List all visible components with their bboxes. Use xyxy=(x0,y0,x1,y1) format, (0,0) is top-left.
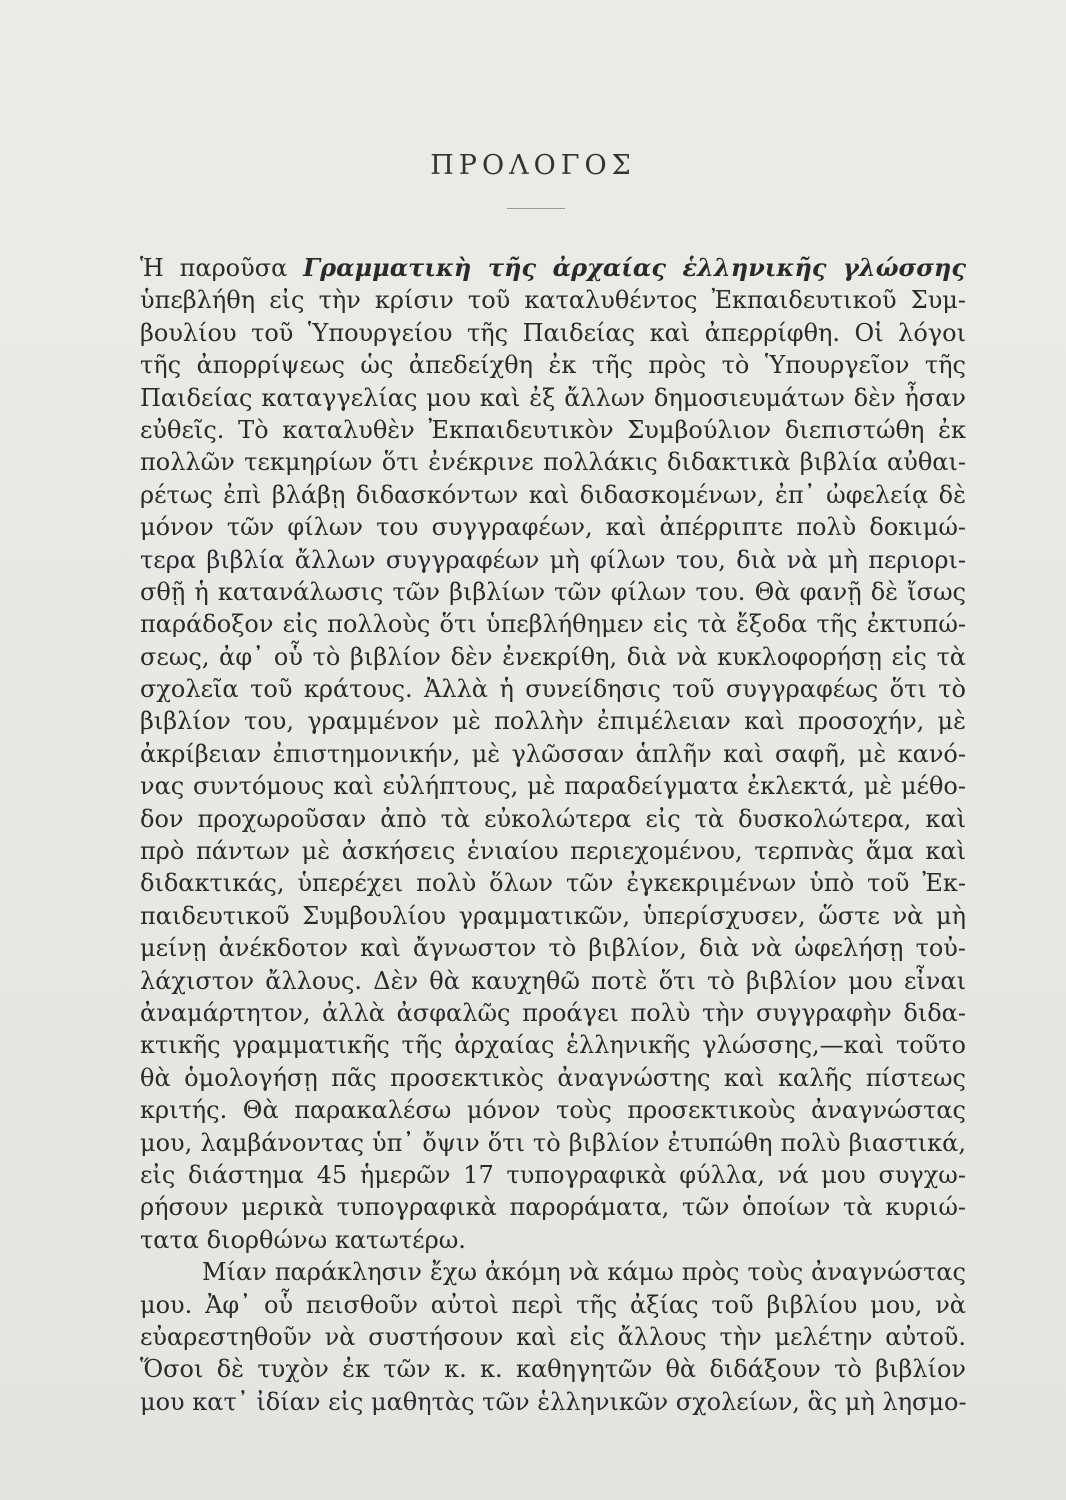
text-line: λάχιστον ἄλλους. Δὲν θὰ καυχηθῶ ποτὲ ὅτι τὸ βιβλίον μου εἶναι xyxy=(140,966,966,995)
text-line: τῆς ἀπορρίψεως ὡς ἀπεδείχθη ἐκ τῆς πρὸς τὸ Ὑπουργεῖον τῆς xyxy=(140,351,966,380)
text-line: βουλίου τοῦ Ὑπουργείου τῆς Παιδείας καὶ ἀπερρίφθη. Οἱ λόγοι xyxy=(140,318,966,347)
text-line: εὐαρεστηθοῦν νὰ συστήσουν καὶ εἰς ἄλλους τὴν μελέτην αὐτοῦ. xyxy=(140,1322,966,1351)
text-line: Ὅσοι δὲ τυχὸν ἐκ τῶν κ. κ. καθηγητῶν θὰ διδάξουν τὸ βιβλίον xyxy=(140,1355,966,1384)
text-line: Παιδείας καταγγελίας μου καὶ ἐξ ἄλλων δημοσιευμάτων δὲν ἦσαν xyxy=(140,383,966,412)
text-line: μου, λαμβάνοντας ὑπ᾽ ὄψιν ὅτι τὸ βιβλίον ἐτυπώθη πολὺ βιαστικά, xyxy=(140,1128,966,1157)
text-line: Μίαν παράκλησιν ἔχω ἀκόμη νὰ κάμω πρὸς τοὺς ἀναγνώστας xyxy=(202,1258,966,1287)
text-line: σθῇ ἡ κατανάλωσις τῶν βιβλίων τῶν φίλων του. Θὰ φανῇ δὲ ἴσως xyxy=(140,577,966,606)
text-line: εὐθεῖς. Τὸ καταλυθὲν Ἐκπαιδευτικὸν Συμβούλιον διεπιστώθη ἐκ xyxy=(140,415,966,444)
text-line: διδακτικάς, ὑπερέχει πολὺ ὅλων τῶν ἐγκεκριμένων ὑπὸ τοῦ Ἐκ- xyxy=(140,869,966,898)
title-divider xyxy=(507,208,565,209)
text-line: μείνῃ ἀνέκδοτον καὶ ἄγνωστον τὸ βιβλίον, διὰ νὰ ὠφελήσῃ τοὐ- xyxy=(140,934,966,963)
text-line: κριτής. Θὰ παρακαλέσω μόνον τοὺς προσεκτικοὺς ἀναγνώστας xyxy=(140,1096,966,1125)
body-text xyxy=(140,252,966,1418)
text-line: τερα βιβλία ἄλλων συγγραφέων μὴ φίλων του, διὰ νὰ μὴ περιορι- xyxy=(140,545,966,574)
text-line: ἀκρίβειαν ἐπιστημονικήν, μὲ γλῶσσαν ἁπλῆν καὶ σαφῆ, μὲ κανό- xyxy=(140,739,966,768)
text-line: ἀναμάρτητον, ἀλλὰ ἀσφαλῶς προάγει πολὺ τὴν συγγραφὴν διδα- xyxy=(140,998,966,1027)
text-line: μου. Ἀφ᾽ οὗ πεισθοῦν αὐτοὶ περὶ τῆς ἀξίας τοῦ βιβλίου μου, νὰ xyxy=(140,1290,966,1319)
text-line: νας συντόμους καὶ εὐλήπτους, μὲ παραδείγματα ἐκλεκτά, μὲ μέθο- xyxy=(140,772,966,801)
text-line: ρήσουν μερικὰ τυπογραφικὰ παροράματα, τῶν ὁποίων τὰ κυριώ- xyxy=(140,1193,966,1222)
text-line: μόνον τῶν φίλων του συγγραφέων, καὶ ἀπέρριπτε πολὺ δοκιμώ- xyxy=(140,513,966,542)
text-line: δον προχωροῦσαν ἀπὸ τὰ εὐκολώτερα εἰς τὰ δυσκολώτερα, καὶ xyxy=(140,804,966,833)
page-title: ΠΡΟΛΟΓΟΣ xyxy=(430,150,636,181)
line-start: Ἡ παροῦσα xyxy=(140,254,304,282)
text-line: παιδευτικοῦ Συμβουλίου γραμματικῶν, ὑπερίσχυσεν, ὥστε νὰ μὴ xyxy=(140,901,966,930)
text-line: πρὸ πάντων μὲ ἀσκήσεις ἑνιαίου περιεχομένου, τερπνὰς ἅμα καὶ xyxy=(140,837,966,866)
text-line: κτικῆς γραμματικῆς τῆς ἀρχαίας ἑλληνικῆς γλώσσης,—καὶ τοῦτο xyxy=(140,1031,966,1060)
text-line: σεως, ἀφ᾽ οὗ τὸ βιβλίον δὲν ἐνεκρίθη, διὰ νὰ κυκλοφορήσῃ εἰς τὰ xyxy=(140,642,966,671)
text-line xyxy=(140,252,966,284)
text-line: θὰ ὁμολογήσῃ πᾶς προσεκτικὸς ἀναγνώστης καὶ καλῆς πίστεως xyxy=(140,1063,966,1092)
text-line: σχολεῖα τοῦ κράτους. Ἀλλὰ ἡ συνείδησις τοῦ συγγραφέως ὅτι τὸ xyxy=(140,675,966,704)
text-line: ρέτως ἐπὶ βλάβῃ διδασκόντων καὶ διδασκομένων, ἐπ᾽ ὠφελείᾳ δὲ xyxy=(140,480,966,509)
text-line: πολλῶν τεκμηρίων ὅτι ἐνέκρινε πολλάκις διδακτικὰ βιβλία αὐθαι- xyxy=(140,448,966,477)
book-title-emphasis: Γραμματικὴ τῆς ἀρχαίας ἑλληνικῆς γλώσσης xyxy=(303,253,966,282)
text-line: παράδοξον εἰς πολλοὺς ὅτι ὑπεβλήθημεν εἰς τὰ ἔξοδα τῆς ἐκτυπώ- xyxy=(140,610,966,639)
text-line: ὑπεβλήθη εἰς τὴν κρίσιν τοῦ καταλυθέντος Ἐκπαιδευτικοῦ Συμ- xyxy=(140,286,966,315)
text-line: βιβλίον του, γραμμένον μὲ πολλὴν ἐπιμέλειαν καὶ προσοχήν, μὲ xyxy=(140,707,966,736)
text-line: εἰς διάστημα 45 ἡμερῶν 17 τυπογραφικὰ φύλλα, νά μου συγχω- xyxy=(140,1160,966,1189)
text-line: τατα διορθώνω κατωτέρω. xyxy=(140,1225,466,1254)
text-line: μου κατ᾽ ἰδίαν εἰς μαθητὰς τῶν ἑλληνικῶν σχολείων, ἃς μὴ λησμο- xyxy=(140,1387,967,1416)
